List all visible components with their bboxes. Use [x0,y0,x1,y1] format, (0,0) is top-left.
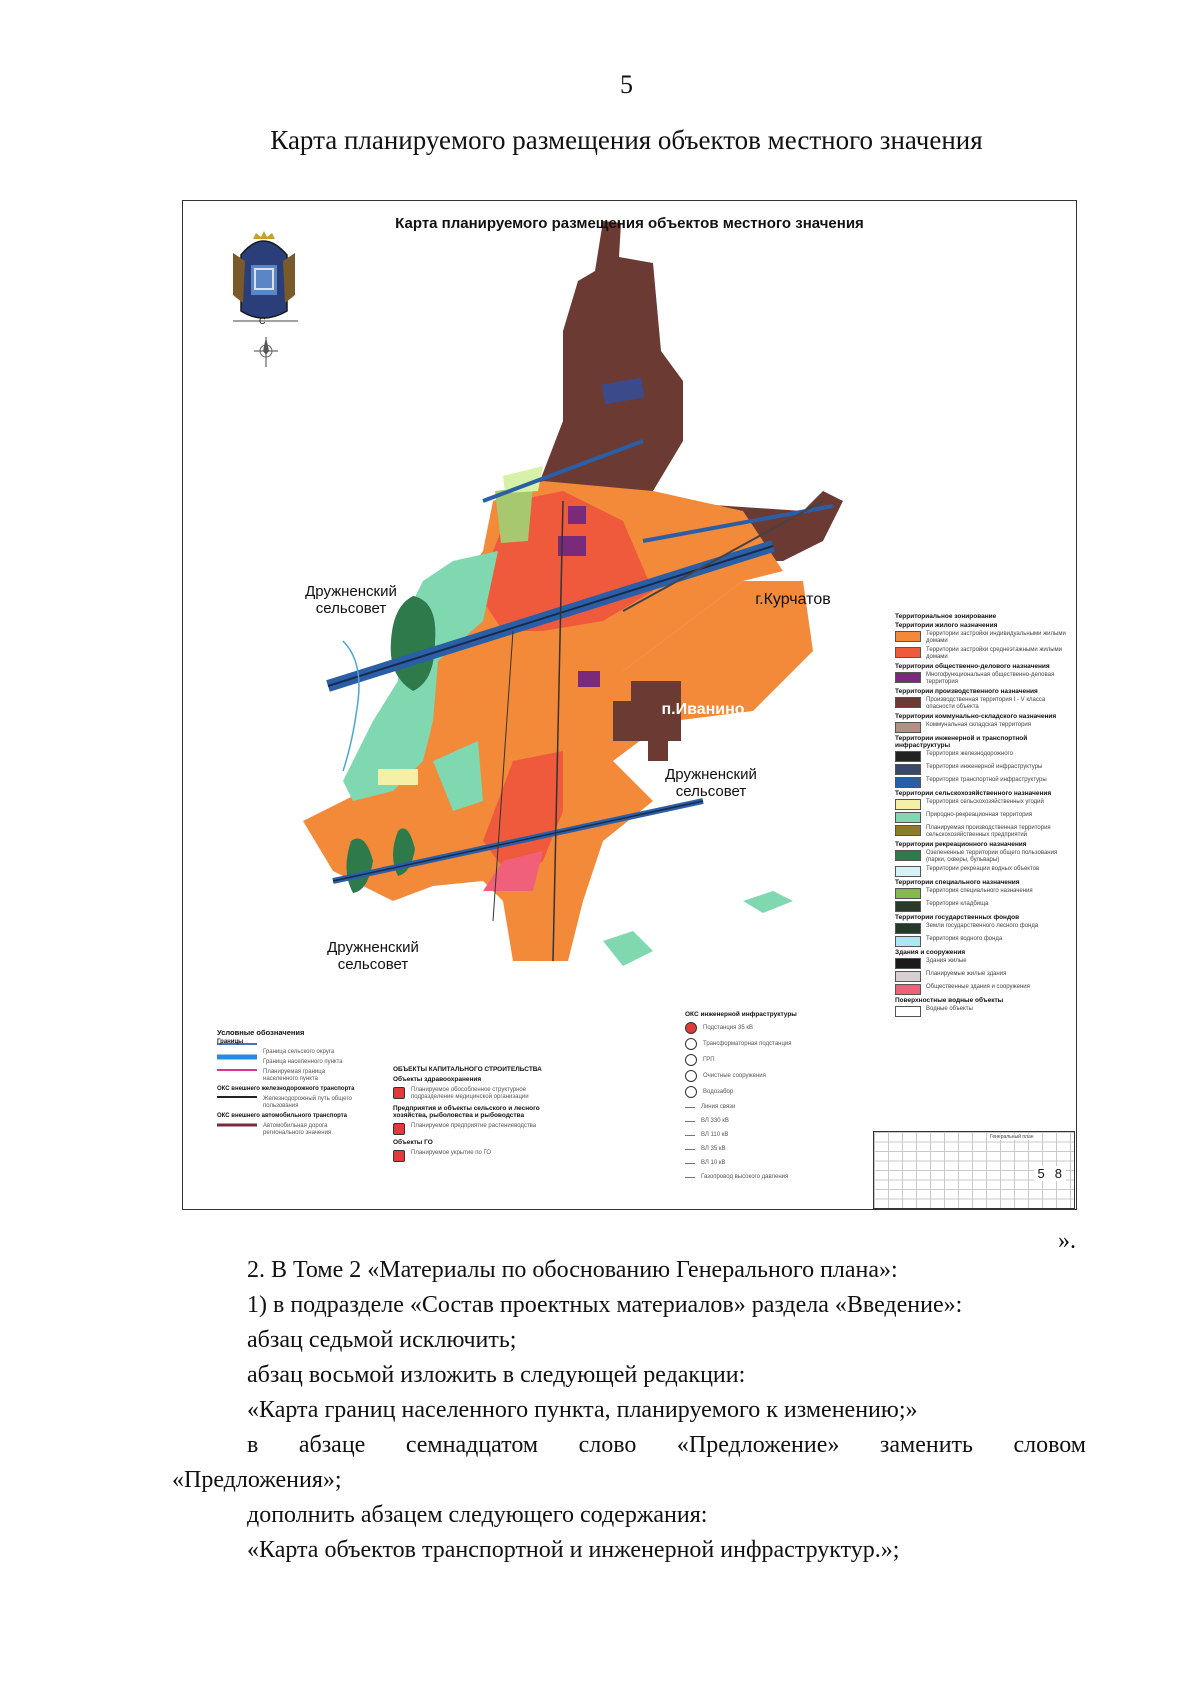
legend-item-label: Здания жилые [926,958,967,964]
legend-item [685,1022,835,1034]
place-label-line: Дружненский [305,583,397,600]
legend-item-label: ВЛ 10 кВ [701,1159,726,1166]
line-swatch [685,1177,695,1178]
line-swatch [685,1135,695,1136]
legend-swatch [895,764,921,775]
legend-item-label: Территория сельскохозяйственных угодий [926,799,1044,805]
stamp-label: Генеральный план [990,1134,1034,1140]
legend-item [895,799,1075,810]
legend-item-label: ВЛ 35 кВ [701,1145,726,1152]
legend-item-label: Территории застройки среднеэтажными жилыми домами [926,647,1062,660]
legend-item [895,722,1075,733]
farm-icon [393,1123,405,1135]
legend-item [685,1116,835,1126]
legend-title: Территориальное зонирование [895,613,997,620]
legend-item-label: Общественные здания и сооружения [926,984,1030,990]
legend-item [895,923,1075,934]
legend-swatch [895,971,921,982]
legend-group-header: Территории производственного назначения [895,688,1038,695]
legend-subheader: Объекты здравоохранения [393,1076,482,1083]
line-swatch [685,1107,695,1108]
legend-item-label: ВЛ 110 кВ [701,1131,729,1138]
legend-group-header: Территории коммунально-складского назначения [895,713,1057,720]
legend-item-label: Подстанция 35 кВ [703,1024,754,1031]
legend-item [895,984,1075,995]
legend-group-header: Территории сельскохозяйственного назначения [895,790,1052,797]
legend-subheader: Предприятия и объекты сельского и лесного хозяйства, рыболовства и рыбоводства [393,1105,540,1119]
legend-item-label: Планируемая граница населенного пункта [263,1069,326,1082]
legend-item-label: Территории застройки индивидуальными жилыми домами [926,631,1066,644]
utility-icon [685,1086,697,1098]
legend-item-label: Планируемые жилые здания [926,971,1007,977]
river-line [343,641,359,771]
legend-item [895,697,1075,711]
place-label-line: сельсовет [675,783,747,800]
legend-symbols [217,1026,357,1140]
legend-item-label: Водные объекты [926,1006,973,1012]
legend-item [685,1070,835,1082]
legend-item-label: Коммунальная складская территория [926,722,1032,728]
legend-item [685,1054,835,1066]
legend-item [685,1144,835,1154]
legend-item-label: Водозабор [703,1088,734,1095]
legend-item-label: Планируемое укрытие по ГО [411,1150,492,1156]
legend-item [685,1086,835,1098]
legend-item [895,751,1075,762]
place-label-kurchatov: г.Курчатов [755,591,831,608]
legend-title: ОБЪЕКТЫ КАПИТАЛЬНОГО СТРОИТЕЛЬСТВА [393,1066,542,1073]
legend-item [895,631,1075,645]
legend-swatch [895,697,921,708]
line-swatch [685,1163,695,1164]
map-title: Карта планируемого размещения объектов местного значения [395,215,864,232]
legend-item [895,958,1075,969]
legend-item-label: Трансформаторная подстанция [703,1040,792,1047]
stamp-sheet: 5 [1037,1166,1045,1181]
utility-icon [685,1038,697,1050]
compass-rose-icon [254,337,278,367]
legend-item [895,888,1075,899]
legend-item [895,672,1075,686]
legend-item-label: Многофункциональная общественно-деловая территория [926,672,1055,685]
legend-item [685,1102,835,1112]
legend-group-header: Территории общественно-делового назначения [895,663,1050,670]
legend-subheader: ОКС внешнего автомобильного транспорта [217,1113,348,1119]
legend-item [895,936,1075,947]
place-label-line: Дружненский [665,766,757,783]
planning-map [182,200,1077,1210]
utility-icon [685,1070,697,1082]
legend-swatch [895,936,921,947]
line-swatch [685,1121,695,1122]
paragraph: дополнить абзацем следующего содержания: [247,1502,708,1528]
legend-item [895,971,1075,982]
legend-swatch [895,1006,921,1017]
utility-icon [685,1022,697,1034]
legend-item-label: Железнодорожный путь общего пользования [263,1096,352,1109]
legend-swatch [895,958,921,969]
legend-item-label: ГРП [703,1056,715,1063]
legend-item [217,1096,357,1110]
place-label-druzh-e [661,766,761,800]
legend-group-header: Территории государственных фондов [895,914,1020,921]
legend-swatch [895,825,921,836]
legend-item [217,1069,357,1083]
legend-item-label: Территория кладбища [926,901,989,907]
legend-item [895,825,1075,839]
legend-engineering [685,1008,835,1186]
legend-subheader: ОКС внешнего железнодорожного транспорта [217,1086,355,1092]
legend-item [895,850,1075,864]
legend-item-label: Земли государственного лесного фонда [926,923,1039,929]
hospital-icon [393,1087,405,1099]
legend-zoning [895,611,1075,1019]
legend-item-label: Автомобильная дорога регионального значения [263,1123,332,1136]
legend-swatch [895,850,921,861]
legend-group-header: Территории жилого назначения [895,622,998,629]
legend-item [217,1049,357,1056]
legend-item-label: Озелененные территории общего пользования (парки, скверы, бульвары) [926,850,1058,863]
legend-title: ОКС инженерной инфраструктуры [685,1011,797,1018]
line-swatch [685,1149,695,1150]
legend-item [895,647,1075,661]
place-label-line: сельсовет [315,600,387,617]
legend-swatch [895,888,921,899]
utility-icon [685,1054,697,1066]
legend-item-label: Территории рекреации водных объектов [926,866,1040,872]
legend-group-header: Здания и сооружения [895,949,966,956]
stamp-sheets-total: 8 [1054,1166,1062,1181]
legend-group-header: Территории рекреационного назначения [895,841,1027,848]
legend-item-label: Очистные сооружения [703,1072,766,1079]
legend-swatch [895,984,921,995]
legend-item [895,777,1075,788]
closing-quote: ». [1058,1228,1076,1254]
legend-swatch [895,631,921,642]
legend-item [393,1150,568,1162]
legend-item-label: Газопровод высокого давления [701,1173,789,1180]
shelter-icon [393,1150,405,1162]
legend-item-label: Планируемое предприятие растениеводства [411,1123,537,1129]
coat-of-arms [233,231,295,318]
legend-item [895,1006,1075,1017]
legend-item [685,1130,835,1140]
legend-item-label: Планируемая производственная территория сельскохозяйственных предприятий [926,825,1051,838]
legend-item [685,1038,835,1050]
legend-title: Условные обозначения [217,1028,305,1037]
legend-subheader: Объекты ГО [393,1139,433,1146]
legend-item [393,1087,568,1101]
place-label-druzh-nw [301,583,401,617]
legend-item [895,866,1075,877]
legend-group-header: Территории специального назначения [895,879,1020,886]
legend-item [685,1158,835,1168]
legend-item [393,1123,568,1135]
legend-item [217,1059,357,1066]
legend-items [685,1022,835,1182]
paragraph: 2. В Томе 2 «Материалы по обоснованию Генерального плана»: [247,1257,898,1283]
legend-item [895,812,1075,823]
paragraph: в абзаце семнадцатом слово «Предложение» заменить словом «Предложения»; [172,1432,1086,1493]
legend-item [895,901,1075,912]
legend-swatch [895,799,921,810]
legend-item-label: Линия связи [701,1103,736,1110]
stamp-sheet-numbers [1034,1166,1066,1181]
legend-item [685,1172,835,1182]
page-title: Карта планируемого размещения объектов местного значения [270,125,983,155]
paragraph: «Карта объектов транспортной и инженерной инфраструктур.»; [247,1537,900,1563]
legend-swatch [895,901,921,912]
legend-item [895,764,1075,775]
legend-swatch [895,751,921,762]
legend-item [217,1123,357,1137]
paragraph: абзац восьмой изложить в следующей редакции: [247,1362,746,1388]
legend-item-label: Территория железнодорожного [926,751,1013,757]
legend-item-label: Граница населенного пункта [263,1059,343,1065]
legend-item-label: ВЛ 330 кВ [701,1117,729,1124]
legend-subheader: Границы [217,1039,244,1045]
legend-group-header: Территории инженерной и транспортной инфраструктуры [895,735,1028,749]
legend-item-label: Граница сельского округа [263,1049,335,1055]
legend-capital-objects [393,1063,568,1166]
paragraph: «Карта границ населенного пункта, планируемого к изменению;» [247,1397,918,1423]
legend-swatch [895,777,921,788]
legend-item-label: Территория инженерной инфраструктуры [926,764,1043,770]
title-block-stamp [873,1131,1075,1209]
legend-swatch [895,672,921,683]
legend-swatch [895,923,921,934]
legend-item-label: Территория специального назначения [926,888,1033,894]
legend-swatch [895,647,921,658]
body-text [172,1253,1086,1568]
legend-item-label: Территория транспортной инфраструктуры [926,777,1047,783]
legend-swatch [895,866,921,877]
place-label-line: Дружненский [327,939,419,956]
place-label-ivanino: п.Иванино [661,701,745,718]
place-label-druzh-s [323,939,423,973]
legend-item-label: Территория водного фонда [926,936,1003,942]
legend-group-header: Поверхностные водные объекты [895,997,1004,1004]
legend-swatch [895,812,921,823]
legend-item-label: Планируемое обособленное структурное подразделение медицинской организации [411,1087,529,1100]
legend-swatch [895,722,921,733]
paragraph: абзац седьмой исключить; [247,1327,517,1353]
paragraph: 1) в подразделе «Состав проектных материалов» раздела «Введение»: [247,1292,963,1318]
legend-item-label: Производственная территория I - V класса опасности объекта [926,697,1046,710]
legend-item-label: Природно-рекреационная территория [926,812,1033,818]
compass-letter: С [259,316,266,326]
page-number: 5 [620,70,633,99]
place-label-line: сельсовет [337,956,409,973]
legend-groups [895,622,1075,1017]
